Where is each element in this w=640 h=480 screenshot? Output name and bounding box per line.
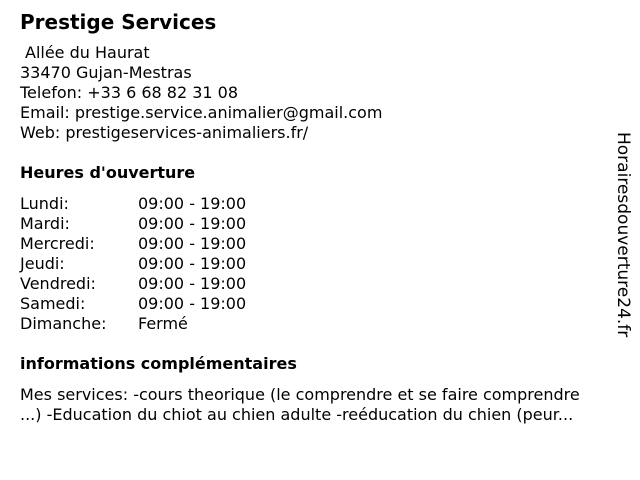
day-label: Lundi: [20, 194, 69, 213]
day-hours: 09:00 - 19:00 [138, 194, 247, 213]
city-address: 33470 Gujan-Mestras [20, 63, 192, 82]
opening-hours-table [20, 194, 320, 334]
business-name: Prestige Services [20, 10, 217, 34]
day-label: Vendredi: [20, 274, 96, 293]
contact-info [20, 43, 382, 143]
hours-row-monday [20, 194, 320, 214]
hours-row-saturday [20, 294, 320, 314]
watermark-text: Horairesdouverture24.fr [613, 132, 633, 338]
day-label: Jeudi: [20, 254, 65, 273]
hours-row-tuesday [20, 214, 320, 234]
day-hours: Fermé [138, 314, 188, 333]
day-hours: 09:00 - 19:00 [138, 254, 247, 273]
day-label: Mercredi: [20, 234, 95, 253]
day-label: Dimanche: [20, 314, 107, 333]
day-label: Samedi: [20, 294, 86, 313]
street-address: Allée du Haurat [25, 43, 150, 62]
website-url: Web: prestigeservices-animaliers.fr/ [20, 123, 309, 142]
description-line: Mes services: -cours theorique (le comprendre et se faire comprendre [20, 385, 580, 404]
hours-row-thursday [20, 254, 320, 274]
day-label: Mardi: [20, 214, 70, 233]
email-address: Email: prestige.service.animalier@gmail.com [20, 103, 383, 122]
day-hours: 09:00 - 19:00 [138, 214, 247, 233]
hours-heading: Heures d'ouverture [20, 163, 196, 182]
services-description [20, 385, 630, 425]
additional-info-heading: informations complémentaires [20, 354, 297, 373]
hours-row-sunday [20, 314, 320, 334]
day-hours: 09:00 - 19:00 [138, 274, 247, 293]
site-watermark [610, 132, 634, 372]
day-hours: 09:00 - 19:00 [138, 234, 247, 253]
hours-row-wednesday [20, 234, 320, 254]
description-line: ...) -Education du chiot au chien adulte -reéducation du chien (peur... [20, 405, 574, 424]
phone-number: Telefon: +33 6 68 82 31 08 [20, 83, 239, 102]
day-hours: 09:00 - 19:00 [138, 294, 247, 313]
hours-row-friday [20, 274, 320, 294]
